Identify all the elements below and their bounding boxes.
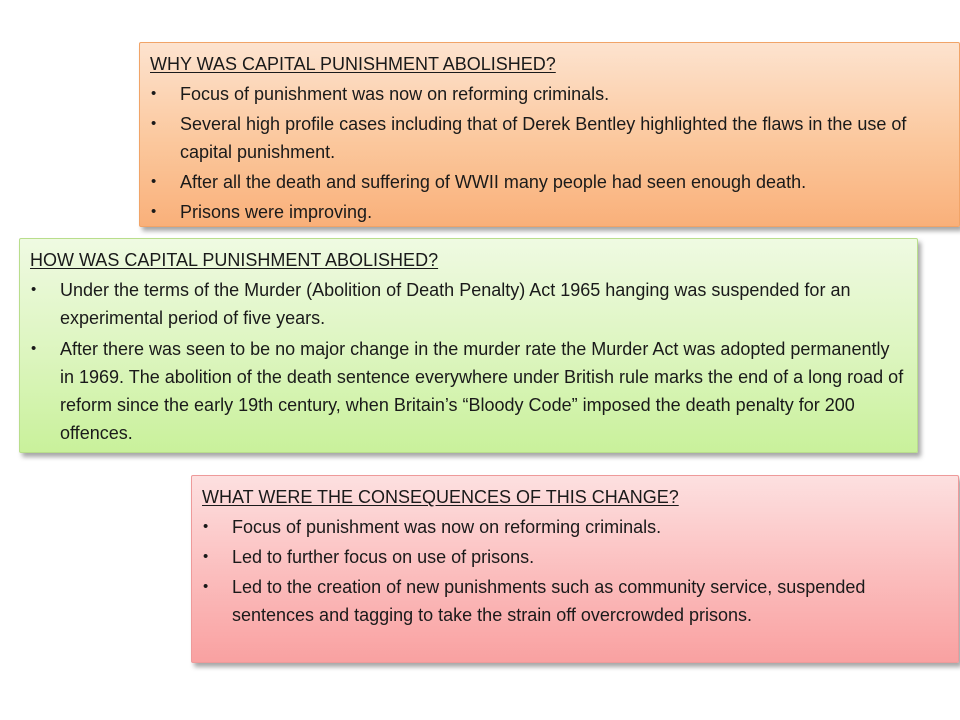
list-item (202, 513, 948, 541)
bullet-icon: • (203, 578, 209, 595)
list-item-text: Focus of punishment was now on reforming criminals. (232, 517, 662, 537)
list-item (150, 110, 949, 166)
list-item-text: Prisons were improving. (180, 202, 373, 222)
why-abolished-box (139, 42, 960, 227)
how-abolished-box (19, 238, 918, 453)
bullet-icon: • (203, 518, 209, 535)
bullet-icon: • (31, 340, 37, 357)
why-abolished-heading: WHY WAS CAPITAL PUNISHMENT ABOLISHED? (150, 54, 556, 74)
list-item (150, 80, 949, 108)
bullet-icon: • (151, 85, 157, 102)
how-abolished-list (30, 276, 907, 447)
bullet-icon: • (151, 173, 157, 190)
consequences-box (191, 475, 959, 663)
bullet-icon: • (31, 281, 37, 298)
list-item (150, 168, 949, 196)
list-item (202, 573, 948, 629)
consequences-list (202, 513, 948, 629)
list-item (30, 335, 907, 447)
bullet-icon: • (151, 203, 157, 220)
why-abolished-list (150, 80, 949, 226)
list-item-text: After there was seen to be no major change in the murder rate the Murder Act was adopted permanently in 1969. The abolition of the death sentence everywhere under British rule marks the end of a long road of reform since the early 19th century, when Britain’s “Bloody Code” imposed the death penalty for 200 offences. (60, 339, 904, 443)
list-item-text: Several high profile cases including that of Derek Bentley highlighted the flaws in the use of capital punishment. (180, 114, 907, 162)
list-item (150, 198, 949, 226)
list-item-text: Under the terms of the Murder (Abolition of Death Penalty) Act 1965 hanging was suspended for an experimental period of five years. (60, 280, 851, 328)
bullet-icon: • (151, 115, 157, 132)
list-item (30, 276, 907, 332)
list-item-text: Led to the creation of new punishments such as community service, suspended sentences and tagging to take the strain off overcrowded prisons. (232, 577, 866, 625)
list-item-text: Focus of punishment was now on reforming criminals. (180, 84, 610, 104)
bullet-icon: • (203, 548, 209, 565)
consequences-heading: WHAT WERE THE CONSEQUENCES OF THIS CHANGE? (202, 487, 679, 507)
how-abolished-heading: HOW WAS CAPITAL PUNISHMENT ABOLISHED? (30, 250, 439, 270)
list-item-text: Led to further focus on use of prisons. (232, 547, 535, 567)
list-item (202, 543, 948, 571)
list-item-text: After all the death and suffering of WWII many people had seen enough death. (180, 172, 807, 192)
